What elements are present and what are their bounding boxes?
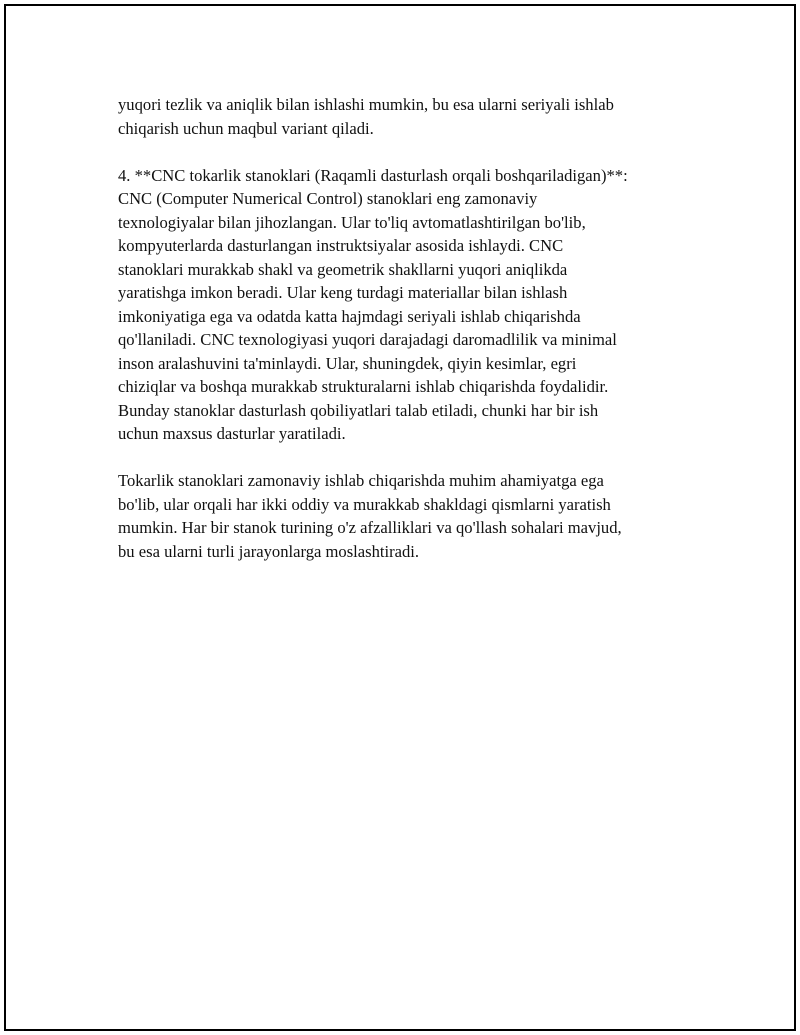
text-line: bu esa ularni turli jarayonlarga moslashtiradi.: [118, 541, 420, 561]
text-line: 4. **CNC tokarlik stanoklari (Raqamli dasturlash orqali boshqariladigan)**:: [118, 165, 628, 185]
document-body: [118, 93, 698, 563]
text-line: imkoniyatiga ega va odatda katta hajmdagi seriyali ishlab chiqarishda: [118, 306, 581, 326]
text-line: kompyuterlarda dasturlangan instruktsiyalar asosida ishlaydi. CNC: [118, 236, 564, 255]
text-line: inson aralashuvini ta'minlaydi. Ular, shuningdek, qiyin kesimlar, egri: [118, 353, 577, 373]
paragraph-cnc-lathes: [118, 164, 698, 446]
text-line: qo'llaniladi. CNC texnologiyasi yuqori darajadagi daromadlilik va minimal: [118, 330, 617, 349]
text-line: texnologiyalar bilan jihozlangan. Ular to'liq avtomatlashtirilgan bo'lib,: [118, 212, 586, 232]
text-line: Tokarlik stanoklari zamonaviy ishlab chiqarishda muhim ahamiyatga ega: [118, 471, 604, 490]
text-line: mumkin. Har bir stanok turining o'z afzalliklari va qo'llash sohalari mavjud,: [118, 518, 622, 537]
text-line: chiziqlar va boshqa murakkab strukturalarni ishlab chiqarishda foydalidir.: [118, 377, 609, 396]
text-line: yuqori tezlik va aniqlik bilan ishlashi mumkin, bu esa ularni seriyali ishlab: [118, 95, 614, 114]
text-line: bo'lib, ular orqali har ikki oddiy va murakkab shakldagi qismlarni yaratish: [118, 494, 611, 514]
text-line: uchun maxsus dasturlar yaratiladi.: [118, 424, 346, 443]
paragraph-continuation: [118, 93, 698, 140]
text-line: CNC (Computer Numerical Control) stanoklari eng zamonaviy: [118, 189, 538, 208]
paragraph-conclusion: [118, 469, 698, 563]
text-line: chiqarish uchun maqbul variant qiladi.: [118, 118, 374, 138]
text-line: yaratishga imkon beradi. Ular keng turdagi materiallar bilan ishlash: [118, 283, 568, 302]
text-line: Bunday stanoklar dasturlash qobiliyatlari talab etiladi, chunki har bir ish: [118, 400, 599, 420]
text-line: stanoklari murakkab shakl va geometrik shakllarni yuqori aniqlikda: [118, 259, 568, 279]
